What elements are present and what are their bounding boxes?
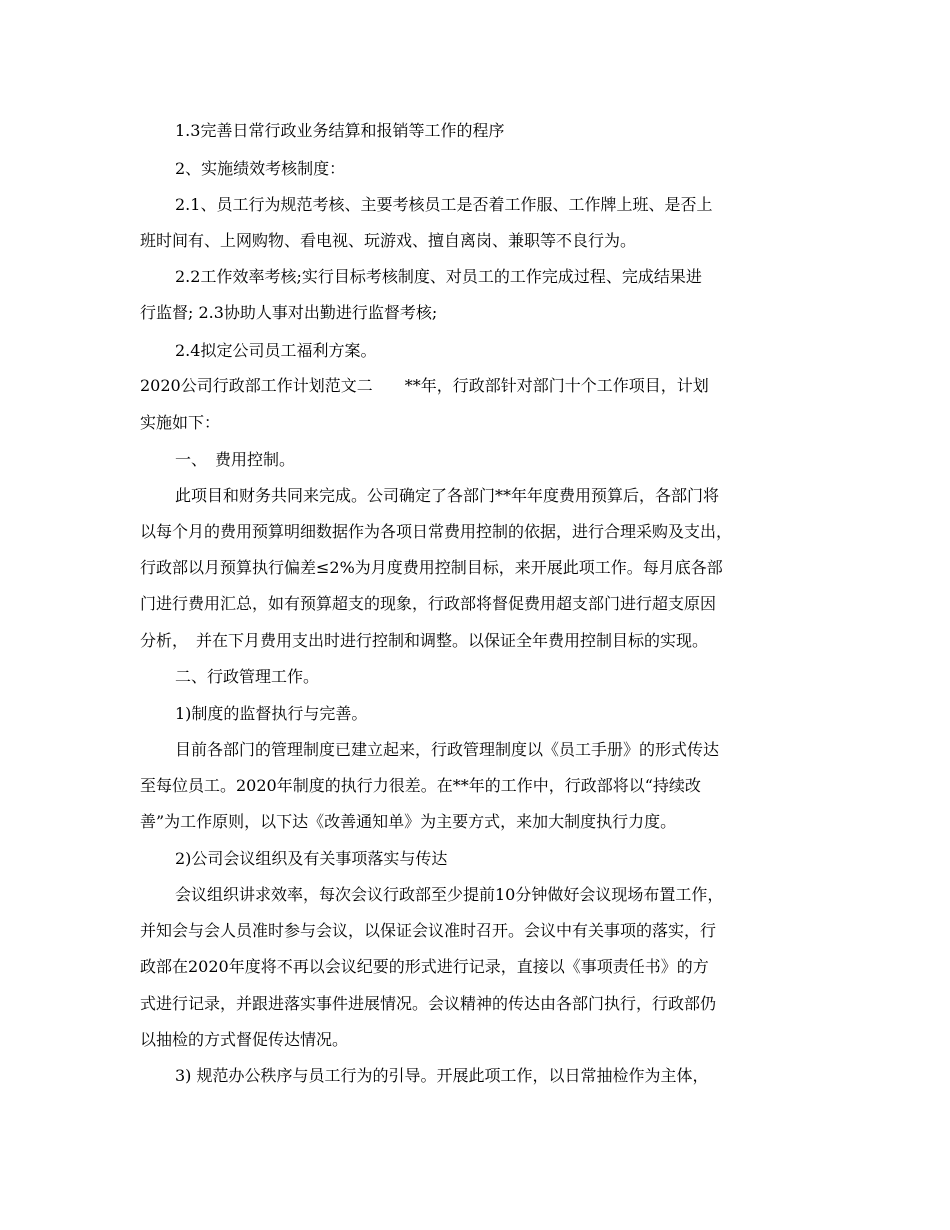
text-line: 政部在2020年度将不再以会议纪要的形式进行记录，直接以《事项责任书》的方 [140, 957, 709, 976]
text-line: 2.1、员工行为规范考核、主要考核员工是否着工作服、工作牌上班、是否上 [175, 195, 713, 214]
text-line: 1.3完善日常行政业务结算和报销等工作的程序 [175, 121, 505, 140]
text-line: 以抽检的方式督促传达情况。 [140, 1030, 349, 1049]
text-line: 目前各部门的管理制度已建立起来，行政管理制度以《员工手册》的形式传达 [175, 740, 720, 759]
text-line: 门进行费用汇总，如有预算超支的现象，行政部将督促费用超支部门进行超支原因 [140, 594, 717, 613]
text-line: 分析， 并在下月费用支出时进行控制和调整。以保证全年费用控制目标的实现。 [140, 631, 709, 650]
text-line: 2.2工作效率考核;实行目标考核制度、对员工的工作完成过程、完成结果进 [175, 267, 702, 286]
text-line: 一、 费用控制。 [175, 450, 296, 469]
text-line: 实施如下： [140, 413, 221, 432]
text-line: 1)制度的监督执行与完善。 [175, 704, 368, 723]
text-line: 班时间有、上网购物、看电视、玩游戏、擅自离岗、兼职等不良行为。 [140, 231, 637, 250]
text-line: 2)公司会议组织及有关事项落实与传达 [175, 849, 448, 868]
text-line: 行监督; 2.3协助人事对出勤进行监督考核; [140, 303, 438, 322]
text-line: 二、行政管理工作。 [175, 667, 320, 686]
text-line: 此项目和财务共同来完成。公司确定了各部门**年年度费用预算后，各部门将 [175, 486, 720, 505]
text-line: 善”为工作原则，以下达《改善通知单》为主要方式，来加大制度执行力度。 [140, 812, 677, 831]
text-line: 式进行记录，并跟进落实事件进展情况。会议精神的传达由各部门执行，行政部仍 [140, 994, 717, 1013]
text-line: 2.4拟定公司员工福利方案。 [175, 341, 377, 360]
text-line: 2020公司行政部工作计划范文二 **年，行政部针对部门十个工作项目，计划 [140, 376, 709, 395]
text-line: 并知会与会人员准时参与会议，以保证会议准时召开。会议中有关事项的落实，行 [140, 921, 717, 940]
text-line: 以每个月的费用预算明细数据作为各项日常费用控制的依据，进行合理采购及支出， [140, 522, 733, 541]
text-line: 2、实施绩效考核制度： [175, 159, 346, 178]
text-line: 3) 规范办公秩序与员工行为的引导。开展此项工作，以日常抽检作为主体， [175, 1066, 709, 1085]
text-line: 会议组织讲求效率，每次会议行政部至少提前10分钟做好会议现场布置工作， [175, 885, 724, 904]
text-line: 至每位员工。2020年制度的执行力很差。在**年的工作中，行政部将以“持续改 [140, 776, 701, 795]
text-line: 行政部以月预算执行偏差≤2%为月度费用控制目标，来开展此项工作。每月底各部 [140, 558, 723, 577]
